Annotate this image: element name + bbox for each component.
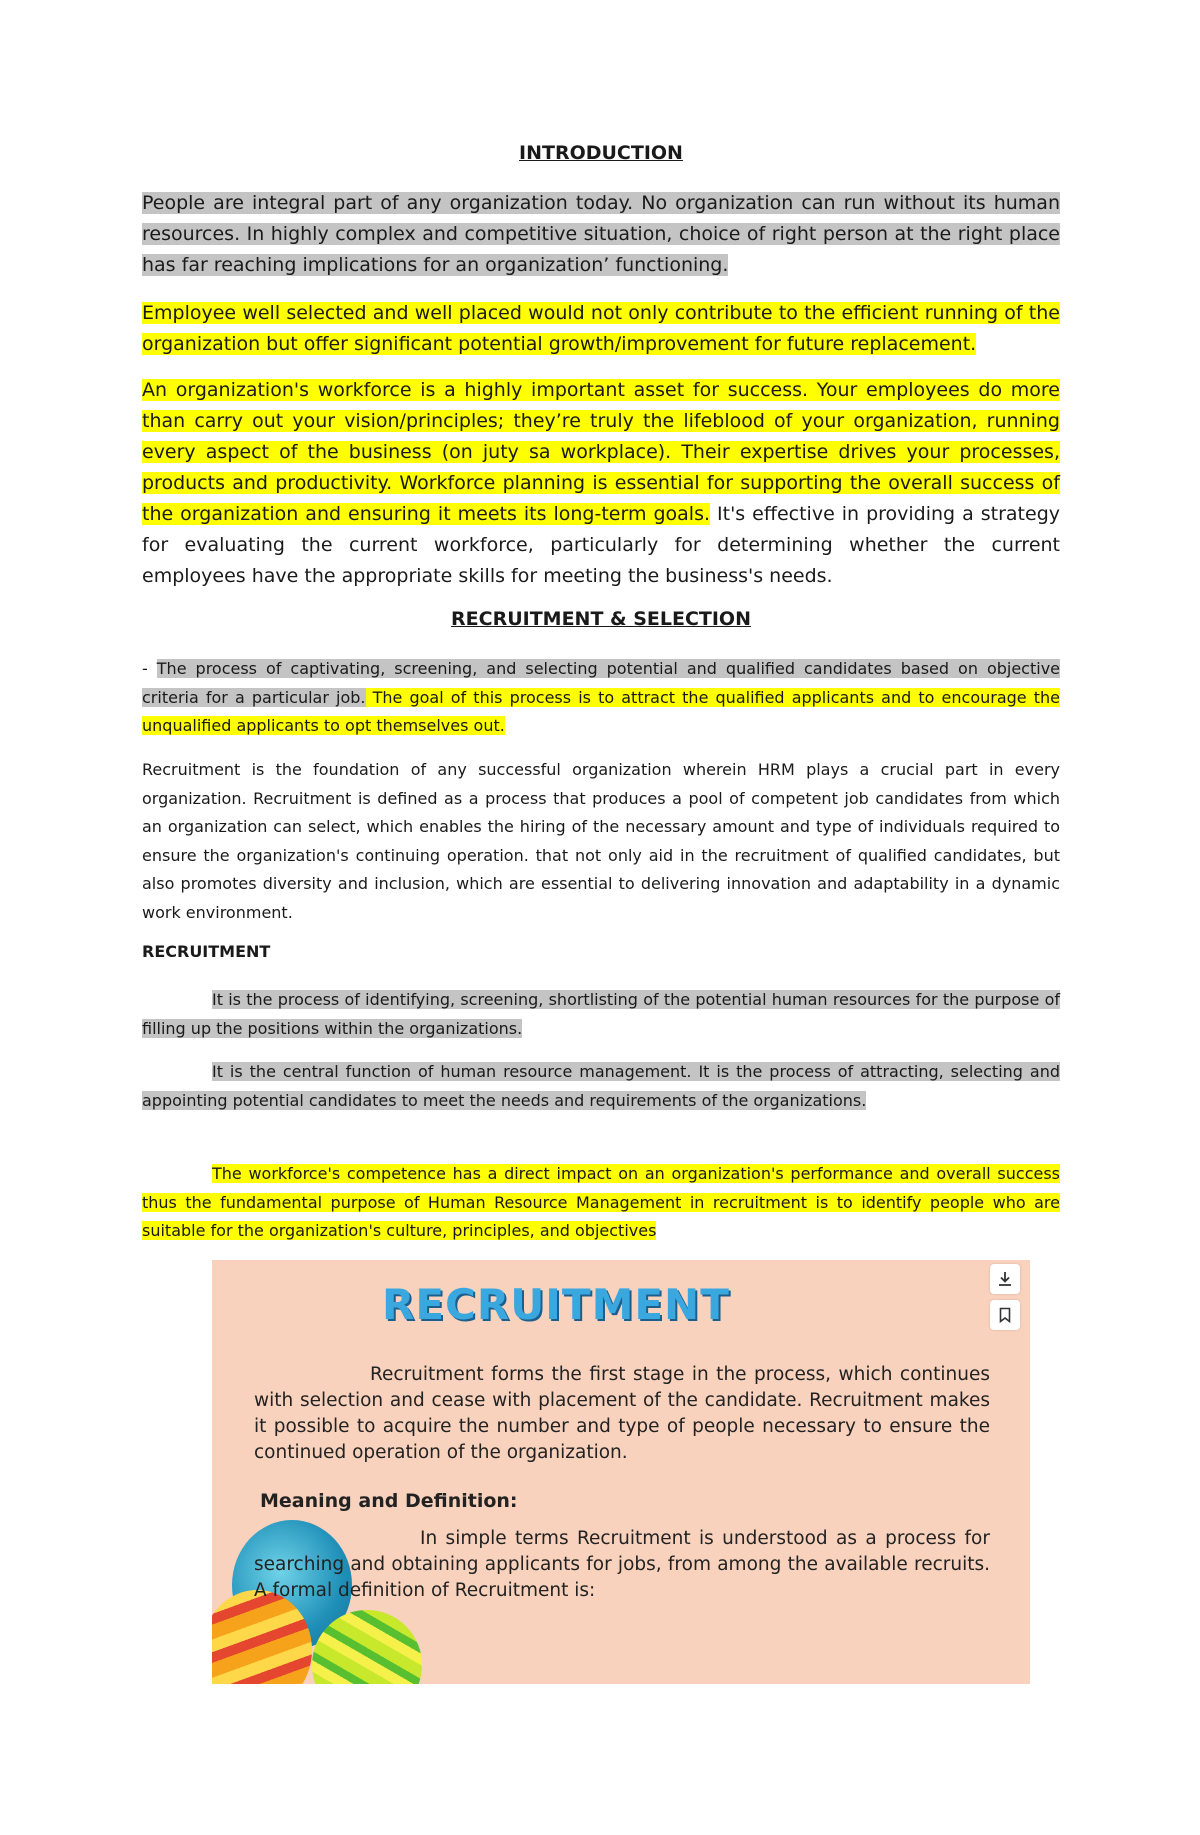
intro-paragraph-3: [142, 375, 1060, 592]
figure-subheading: Meaning and Definition:: [260, 1490, 518, 1512]
rs-p1-gray: The process of captivating, screening, and selecting potential and qualified candidates based on objective criteria for a particular job.: [142, 659, 1061, 707]
recruitment-p1-text: It is the process of identifying, screening, shortlisting of the potential human resources for the purpose of filling up the positions within the organizations.: [142, 990, 1060, 1038]
download-button[interactable]: [990, 1264, 1020, 1294]
rs-p1-yellow: The goal of this process is to attract the qualified applicants and to encourage the unqualified applicants to opt themselves out.: [142, 687, 1060, 735]
rs-paragraph-2: Recruitment is the foundation of any successful organization wherein HRM plays a crucial part in every organization. Recruitment is defined as a process that produces a pool of competent job candidates from which an organization can select, which enables the hiring of the necessary amount and type of individuals required to ensure the organization's continuing operation. that not only aid in the recruitment of qualified candidates, but also promotes diversity and inclusion, which are essential to delivering innovation and adaptability in a dynamic work environment.: [142, 760, 1060, 922]
intro-p3-highlighted: An organization's workforce is a highly important asset for success. Your employees do more than carry out your vision/principles; they’re truly the lifeblood of your organization, running every aspect of the business (on juty sa workplace). Their expertise drives your processes, products and productivity. Workforce planning is essential for supporting the overall success of the organization and ensuring it meets its long-term goals.: [142, 379, 1060, 525]
intro-paragraph-2: [142, 298, 1060, 360]
bookmark-icon: [996, 1306, 1014, 1324]
heading-recruitment: RECRUITMENT: [142, 942, 271, 961]
rs-paragraph-1: [142, 655, 1060, 741]
figure-title: RECRUITMENT: [382, 1280, 730, 1329]
rs-p1-dash: -: [142, 659, 157, 678]
figure-paragraph-1: Recruitment forms the first stage in the process, which continues with selection and cease with placement of the candidate. Recruitment makes it possible to acquire the number and type of people necessary to ensure the continued operation of the organization.: [254, 1364, 990, 1463]
intro-p1-text: People are integral part of any organization today. No organization can run without its human resources. In highly complex and competitive situation, choice of right person at the right place has far reaching implications for an organization’ functioning.: [142, 192, 1060, 276]
intro-p3-plain: It's effective in providing a strategy for evaluating the current workforce, particularly for determining whether the current employees have the appropriate skills for meeting the business's needs.: [142, 503, 1060, 587]
recruitment-p2-text: It is the central function of human resource management. It is the process of attracting, selecting and appointing potential candidates to meet the needs and requirements of the organizations.: [142, 1062, 1060, 1110]
heading-recruitment-selection: RECRUITMENT & SELECTION: [451, 608, 751, 630]
intro-paragraph-1: [142, 188, 1060, 281]
recruitment-paragraph-2: [142, 1058, 1060, 1115]
recruitment-figure: [212, 1260, 1030, 1684]
download-icon: [996, 1270, 1014, 1288]
figure-paragraph-2: In simple terms Recruitment is understood as a process for searching and obtaining applicants for jobs, from among the available recruits. A formal definition of Recruitment is:: [254, 1528, 990, 1601]
heading-introduction: INTRODUCTION: [519, 142, 683, 164]
recruitment-paragraph-3: [142, 1160, 1060, 1246]
intro-p2-text: Employee well selected and well placed would not only contribute to the efficient running of the organization but offer significant potential growth/improvement for future replacement.: [142, 302, 1060, 355]
recruitment-p3-text: The workforce's competence has a direct impact on an organization's performance and overall success thus the fundamental purpose of Human Resource Management in recruitment is to identify people who are suitable for the organization's culture, principles, and objectives: [142, 1164, 1060, 1240]
recruitment-paragraph-1: [142, 986, 1060, 1043]
bookmark-button[interactable]: [990, 1300, 1020, 1330]
